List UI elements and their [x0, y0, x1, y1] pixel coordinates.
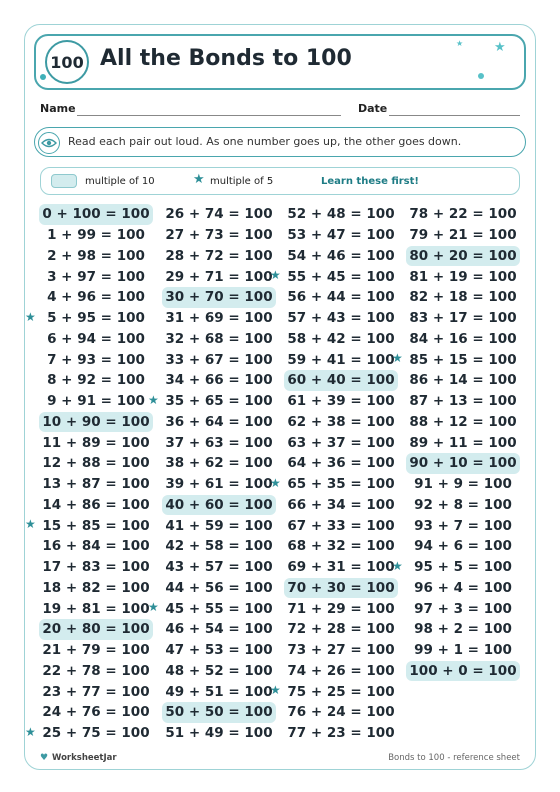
- name-field[interactable]: [77, 115, 341, 116]
- bond-row: [162, 308, 276, 329]
- bond-text: 63 + 37 = 100: [287, 434, 395, 451]
- bond-row: [406, 266, 520, 287]
- bond-text: 42 + 58 = 100: [165, 538, 273, 555]
- bond-text: 32 + 68 = 100: [165, 330, 273, 347]
- bond-row: [39, 557, 153, 578]
- bond-row: [39, 246, 153, 267]
- bond-text: 26 + 74 = 100: [165, 206, 273, 223]
- bond-text: 65 + 35 = 100: [287, 476, 395, 493]
- name-label: Name: [40, 102, 76, 115]
- bond-row: [162, 225, 276, 246]
- bond-row: [284, 391, 398, 412]
- bond-text: 64 + 36 = 100: [287, 455, 395, 472]
- bond-row: [39, 619, 153, 640]
- bond-row: [284, 515, 398, 536]
- bond-text: 16 + 84 = 100: [42, 538, 150, 555]
- bond-row: [406, 453, 520, 474]
- bond-text: 7 + 93 = 100: [47, 351, 145, 368]
- bond-row: [406, 370, 520, 391]
- bond-row: [39, 329, 153, 350]
- bond-text: 80 + 20 = 100: [409, 247, 517, 264]
- bond-row: [406, 495, 520, 516]
- bond-row: [284, 453, 398, 474]
- bond-text: 1 + 99 = 100: [47, 227, 145, 244]
- bond-row: [162, 432, 276, 453]
- badge-dot: [40, 74, 46, 80]
- bond-text: 33 + 67 = 100: [165, 351, 273, 368]
- bond-row: [284, 287, 398, 308]
- bond-row: [284, 702, 398, 723]
- star-icon: ★: [148, 600, 159, 615]
- bond-row: [406, 287, 520, 308]
- bond-text: 78 + 22 = 100: [409, 206, 517, 223]
- bond-row: [284, 536, 398, 557]
- bond-row: [39, 287, 153, 308]
- footer-note: Bonds to 100 - reference sheet: [388, 753, 520, 763]
- bond-row: [406, 308, 520, 329]
- bond-text: 72 + 28 = 100: [287, 621, 395, 638]
- bond-text: 5 + 95 = 100: [47, 310, 145, 327]
- bond-row: [406, 391, 520, 412]
- bond-row: [284, 246, 398, 267]
- bond-text: 8 + 92 = 100: [47, 372, 145, 389]
- bond-row: [162, 661, 276, 682]
- bond-row: [162, 204, 276, 225]
- bonds-column-4: [392, 204, 520, 681]
- bond-text: 24 + 76 = 100: [42, 704, 150, 721]
- bond-row: [270, 474, 398, 495]
- bond-text: 15 + 85 = 100: [42, 517, 150, 534]
- bond-text: 25 + 75 = 100: [42, 725, 150, 742]
- bond-row: [162, 474, 276, 495]
- star-icon: ★: [392, 351, 403, 366]
- bond-row: [406, 661, 520, 682]
- bond-row: [284, 432, 398, 453]
- bond-text: 60 + 40 = 100: [287, 372, 395, 389]
- bond-text: 22 + 78 = 100: [42, 662, 150, 679]
- bond-text: 86 + 14 = 100: [409, 372, 517, 389]
- bond-row: [39, 681, 153, 702]
- star-icon: ★: [193, 172, 205, 187]
- bond-text: 56 + 44 = 100: [287, 289, 395, 306]
- bond-row: [392, 349, 520, 370]
- bond-row: [284, 204, 398, 225]
- legend-multiple-of-5: multiple of 5: [210, 176, 274, 187]
- bond-text: 41 + 59 = 100: [165, 517, 273, 534]
- bond-row: [406, 412, 520, 433]
- bond-row: [162, 266, 276, 287]
- bond-text: 85 + 15 = 100: [409, 351, 517, 368]
- bond-text: 35 + 65 = 100: [165, 393, 273, 410]
- bond-text: 99 + 1 = 100: [414, 642, 512, 659]
- bond-text: 87 + 13 = 100: [409, 393, 517, 410]
- star-icon: ★: [25, 309, 36, 324]
- bond-text: 69 + 31 = 100: [287, 559, 395, 576]
- bond-row: [162, 619, 276, 640]
- bond-row: [284, 557, 398, 578]
- bond-row: [162, 681, 276, 702]
- badge-100: 100: [45, 40, 89, 84]
- bond-text: 58 + 42 = 100: [287, 330, 395, 347]
- decor-dot: [478, 73, 484, 79]
- bond-text: 20 + 80 = 100: [42, 621, 150, 638]
- star-icon: ★: [270, 268, 281, 283]
- star-icon: ★: [494, 40, 506, 55]
- bond-text: 28 + 72 = 100: [165, 247, 273, 264]
- bond-text: 54 + 46 = 100: [287, 247, 395, 264]
- bond-row: [284, 308, 398, 329]
- star-icon: ★: [270, 475, 281, 490]
- bond-row: [162, 412, 276, 433]
- bond-row: [284, 329, 398, 350]
- bond-text: 29 + 71 = 100: [165, 268, 273, 285]
- bond-text: 30 + 70 = 100: [165, 289, 273, 306]
- bond-text: 71 + 29 = 100: [287, 600, 395, 617]
- bond-row: [406, 536, 520, 557]
- bond-row: [148, 391, 276, 412]
- bond-row: [284, 370, 398, 391]
- bond-row: [39, 474, 153, 495]
- bond-text: 49 + 51 = 100: [165, 683, 273, 700]
- date-field[interactable]: [389, 115, 520, 116]
- bond-text: 89 + 11 = 100: [409, 434, 517, 451]
- bond-text: 45 + 55 = 100: [165, 600, 273, 617]
- star-icon: ★: [392, 558, 403, 573]
- bond-row: [39, 536, 153, 557]
- bond-text: 34 + 66 = 100: [165, 372, 273, 389]
- bond-row: [284, 578, 398, 599]
- legend-multiple-of-10: multiple of 10: [85, 176, 155, 187]
- bond-row: [392, 557, 520, 578]
- multiple-of-10-swatch: [51, 174, 77, 188]
- bond-text: 3 + 97 = 100: [47, 268, 145, 285]
- bond-text: 12 + 88 = 100: [42, 455, 150, 472]
- bond-row: [39, 495, 153, 516]
- bond-text: 47 + 53 = 100: [165, 642, 273, 659]
- bond-text: 83 + 17 = 100: [409, 310, 517, 327]
- bond-row: [284, 723, 398, 744]
- star-icon: ★: [25, 517, 36, 532]
- bond-text: 55 + 45 = 100: [287, 268, 395, 285]
- bonds-column-3: [270, 204, 398, 744]
- bond-text: 40 + 60 = 100: [165, 496, 273, 513]
- instruction-text: Read each pair out loud. As one number goes up, the other goes down.: [68, 135, 462, 148]
- bond-row: [162, 287, 276, 308]
- bond-row: [406, 474, 520, 495]
- bond-row: [39, 266, 153, 287]
- bond-text: 66 + 34 = 100: [287, 496, 395, 513]
- bond-row: [25, 308, 153, 329]
- bond-text: 9 + 91 = 100: [47, 393, 145, 410]
- bond-row: [406, 598, 520, 619]
- bond-row: [270, 681, 398, 702]
- bond-text: 57 + 43 = 100: [287, 310, 395, 327]
- bond-row: [406, 640, 520, 661]
- bond-text: 18 + 82 = 100: [42, 579, 150, 596]
- bond-row: [406, 578, 520, 599]
- bond-row: [162, 640, 276, 661]
- bond-text: 82 + 18 = 100: [409, 289, 517, 306]
- bond-text: 6 + 94 = 100: [47, 330, 145, 347]
- star-icon: ★: [148, 392, 159, 407]
- bond-row: [162, 370, 276, 391]
- bond-text: 74 + 26 = 100: [287, 662, 395, 679]
- page-title: All the Bonds to 100: [100, 46, 352, 71]
- bond-row: [284, 619, 398, 640]
- bond-row: [162, 536, 276, 557]
- bond-row: [162, 495, 276, 516]
- bond-row: [39, 349, 153, 370]
- bond-row: [162, 515, 276, 536]
- bond-row: [162, 702, 276, 723]
- bond-row: [39, 432, 153, 453]
- bond-text: 14 + 86 = 100: [42, 496, 150, 513]
- bond-text: 11 + 89 = 100: [42, 434, 150, 451]
- star-icon: ★: [270, 683, 281, 698]
- bond-text: 100 + 0 = 100: [409, 662, 517, 679]
- bond-text: 98 + 2 = 100: [414, 621, 512, 638]
- bond-text: 52 + 48 = 100: [287, 206, 395, 223]
- bond-row: [284, 661, 398, 682]
- bond-text: 62 + 38 = 100: [287, 413, 395, 430]
- bond-text: 96 + 4 = 100: [414, 579, 512, 596]
- bond-text: 48 + 52 = 100: [165, 662, 273, 679]
- bond-text: 61 + 39 = 100: [287, 393, 395, 410]
- bond-text: 77 + 23 = 100: [287, 725, 395, 742]
- bond-row: [148, 598, 276, 619]
- bond-text: 90 + 10 = 100: [409, 455, 517, 472]
- bond-text: 95 + 5 = 100: [414, 559, 512, 576]
- bond-text: 75 + 25 = 100: [287, 683, 395, 700]
- bond-text: 43 + 57 = 100: [165, 559, 273, 576]
- heart-icon: ♥: [40, 753, 49, 763]
- bond-row: [25, 723, 153, 744]
- bond-text: 79 + 21 = 100: [409, 227, 517, 244]
- bond-row: [39, 412, 153, 433]
- bond-row: [406, 329, 520, 350]
- bond-row: [162, 453, 276, 474]
- bond-text: 88 + 12 = 100: [409, 413, 517, 430]
- bond-row: [162, 578, 276, 599]
- bond-text: 31 + 69 = 100: [165, 310, 273, 327]
- bond-row: [39, 453, 153, 474]
- bond-text: 50 + 50 = 100: [165, 704, 273, 721]
- footer-brand: WorksheetJar: [52, 753, 117, 763]
- bond-text: 17 + 83 = 100: [42, 559, 150, 576]
- bond-row: [39, 598, 153, 619]
- bond-text: 67 + 33 = 100: [287, 517, 395, 534]
- bond-text: 37 + 63 = 100: [165, 434, 273, 451]
- bond-text: 21 + 79 = 100: [42, 642, 150, 659]
- bonds-column-2: [148, 204, 276, 744]
- bond-row: [406, 515, 520, 536]
- bond-text: 46 + 54 = 100: [165, 621, 273, 638]
- bond-row: [162, 246, 276, 267]
- bond-text: 39 + 61 = 100: [165, 476, 273, 493]
- bond-text: 70 + 30 = 100: [287, 579, 395, 596]
- bond-row: [406, 225, 520, 246]
- legend-tip: Learn these first!: [321, 176, 419, 187]
- bond-text: 51 + 49 = 100: [165, 725, 273, 742]
- star-icon: ★: [456, 39, 464, 48]
- bond-text: 0 + 100 = 100: [42, 206, 150, 223]
- bond-row: [39, 225, 153, 246]
- bond-text: 19 + 81 = 100: [42, 600, 150, 617]
- eye-icon: [38, 132, 60, 154]
- bond-row: [284, 225, 398, 246]
- bond-row: [270, 266, 398, 287]
- bond-row: [284, 349, 398, 370]
- bond-text: 13 + 87 = 100: [42, 476, 150, 493]
- bond-row: [284, 495, 398, 516]
- bond-row: [406, 432, 520, 453]
- bond-row: [39, 640, 153, 661]
- bond-text: 68 + 32 = 100: [287, 538, 395, 555]
- bond-row: [39, 370, 153, 391]
- bond-text: 53 + 47 = 100: [287, 227, 395, 244]
- bond-text: 10 + 90 = 100: [42, 413, 150, 430]
- bond-row: [39, 391, 153, 412]
- bond-text: 23 + 77 = 100: [42, 683, 150, 700]
- bond-text: 93 + 7 = 100: [414, 517, 512, 534]
- bond-row: [406, 246, 520, 267]
- bond-text: 73 + 27 = 100: [287, 642, 395, 659]
- bond-text: 38 + 62 = 100: [165, 455, 273, 472]
- bond-row: [25, 515, 153, 536]
- bond-text: 44 + 56 = 100: [165, 579, 273, 596]
- bond-row: [284, 412, 398, 433]
- bond-row: [39, 661, 153, 682]
- bond-text: 84 + 16 = 100: [409, 330, 517, 347]
- bond-text: 27 + 73 = 100: [165, 227, 273, 244]
- bond-row: [162, 723, 276, 744]
- bonds-column-1: [25, 204, 153, 744]
- bond-row: [284, 640, 398, 661]
- bond-row: [39, 578, 153, 599]
- bond-text: 4 + 96 = 100: [47, 289, 145, 306]
- bond-row: [162, 557, 276, 578]
- date-label: Date: [358, 102, 388, 115]
- bond-row: [39, 702, 153, 723]
- bond-row: [162, 349, 276, 370]
- bond-text: 94 + 6 = 100: [414, 538, 512, 555]
- bond-text: 2 + 98 = 100: [47, 247, 145, 264]
- bond-row: [284, 598, 398, 619]
- star-icon: ★: [25, 724, 36, 739]
- bond-text: 97 + 3 = 100: [414, 600, 512, 617]
- bond-text: 92 + 8 = 100: [414, 496, 512, 513]
- bond-row: [39, 204, 153, 225]
- bond-text: 76 + 24 = 100: [287, 704, 395, 721]
- bond-row: [406, 619, 520, 640]
- bond-row: [162, 329, 276, 350]
- bond-text: 36 + 64 = 100: [165, 413, 273, 430]
- bond-text: 59 + 41 = 100: [287, 351, 395, 368]
- bond-row: [406, 204, 520, 225]
- bond-text: 91 + 9 = 100: [414, 476, 512, 493]
- bond-text: 81 + 19 = 100: [409, 268, 517, 285]
